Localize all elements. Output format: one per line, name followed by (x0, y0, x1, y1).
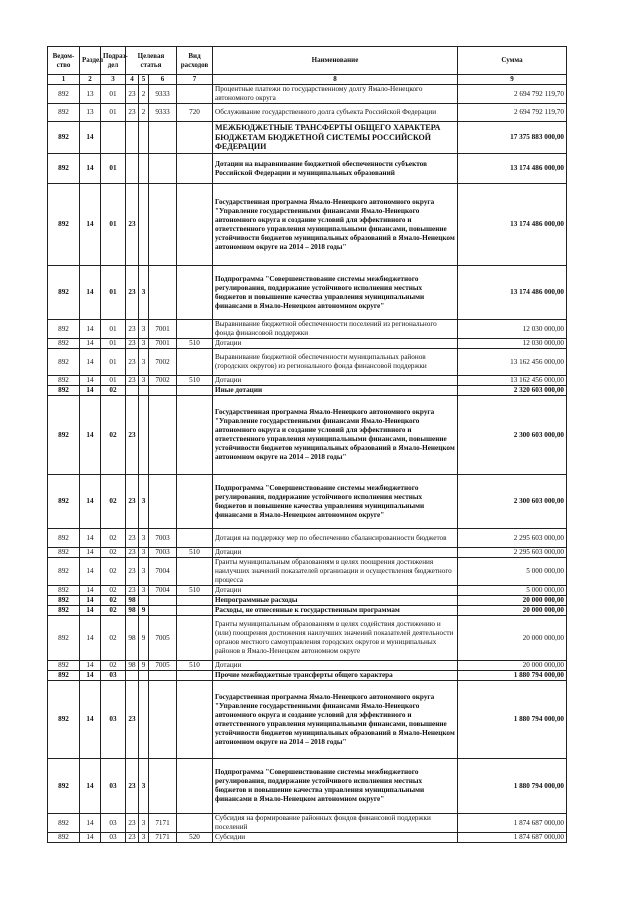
cell-podrazdel (101, 122, 126, 154)
table-row (48, 386, 567, 396)
cell-vid-rashodov (177, 616, 213, 661)
cell-celevaya-program: 23 (126, 104, 139, 122)
cell-name: Расходы, не отнесенные к государственным программам (213, 606, 458, 616)
cell-podrazdel: 01 (101, 184, 126, 266)
cell-celevaya-program: 98 (126, 616, 139, 661)
column-number: 7 (177, 75, 213, 85)
cell-celevaya-direction (149, 606, 177, 616)
cell-celevaya-program: 23 (126, 184, 139, 266)
cell-razdel: 14 (80, 320, 101, 339)
cell-vedomstvo: 892 (48, 122, 80, 154)
cell-celevaya-subprogram (139, 396, 149, 475)
table-row (48, 349, 567, 376)
cell-summa: 13 174 486 000,00 (458, 154, 567, 184)
cell-podrazdel: 02 (101, 586, 126, 596)
cell-razdel: 14 (80, 681, 101, 759)
cell-podrazdel: 01 (101, 154, 126, 184)
cell-celevaya-subprogram: 3 (139, 814, 149, 833)
table-row (48, 320, 567, 339)
cell-vedomstvo: 892 (48, 759, 80, 814)
cell-celevaya-subprogram: 9 (139, 616, 149, 661)
cell-razdel: 14 (80, 616, 101, 661)
table-row (48, 122, 567, 154)
cell-razdel: 14 (80, 759, 101, 814)
column-number: 5 (139, 75, 149, 85)
cell-celevaya-subprogram: 3 (139, 529, 149, 548)
cell-podrazdel: 02 (101, 558, 126, 586)
cell-podrazdel: 03 (101, 759, 126, 814)
cell-razdel: 14 (80, 266, 101, 320)
table-row (48, 154, 567, 184)
cell-name: Дотации (213, 376, 458, 386)
table-row (48, 529, 567, 548)
table-row (48, 759, 567, 814)
cell-podrazdel: 02 (101, 616, 126, 661)
cell-vid-rashodov: 510 (177, 548, 213, 558)
cell-celevaya-subprogram: 3 (139, 349, 149, 376)
cell-vid-rashodov (177, 320, 213, 339)
table-row (48, 85, 567, 104)
cell-summa: 13 174 486 000,00 (458, 266, 567, 320)
cell-summa: 5 000 000,00 (458, 586, 567, 596)
col-header-razdel: Раздел (80, 47, 101, 75)
cell-podrazdel: 03 (101, 814, 126, 833)
cell-name: Иные дотации (213, 386, 458, 396)
cell-celevaya-program: 23 (126, 266, 139, 320)
column-number: 8 (213, 75, 458, 85)
cell-vid-rashodov (177, 85, 213, 104)
cell-celevaya-subprogram (139, 681, 149, 759)
cell-celevaya-program: 23 (126, 475, 139, 529)
cell-summa: 12 030 000,00 (458, 339, 567, 349)
cell-celevaya-subprogram (139, 671, 149, 681)
cell-vid-rashodov: 510 (177, 586, 213, 596)
cell-celevaya-subprogram (139, 184, 149, 266)
table-body (48, 85, 567, 843)
cell-podrazdel: 01 (101, 85, 126, 104)
cell-celevaya-direction: 7002 (149, 349, 177, 376)
cell-razdel: 14 (80, 661, 101, 671)
table-row (48, 396, 567, 475)
cell-celevaya-program: 23 (126, 586, 139, 596)
cell-celevaya-direction: 7004 (149, 558, 177, 586)
cell-celevaya-subprogram: 2 (139, 104, 149, 122)
col-header-summa: Сумма (458, 47, 567, 75)
header-row (48, 47, 567, 75)
cell-celevaya-subprogram: 3 (139, 320, 149, 339)
cell-razdel: 14 (80, 376, 101, 386)
cell-celevaya-direction (149, 122, 177, 154)
column-number: 1 (48, 75, 80, 85)
cell-name: Обслуживание государственного долга субъекта Российской Федерации (213, 104, 458, 122)
cell-celevaya-program: 23 (126, 320, 139, 339)
table-row (48, 681, 567, 759)
table-row (48, 616, 567, 661)
cell-summa: 5 000 000,00 (458, 558, 567, 586)
cell-vid-rashodov (177, 122, 213, 154)
cell-razdel: 14 (80, 548, 101, 558)
cell-name: Подпрограмма "Совершенствование системы межбюджетного регулирования, поддержание устойчивого исполнения местных бюджетов и повышение качества управления муниципальными финансами в Ямало-Ненецком автономном округе" (213, 759, 458, 814)
cell-podrazdel: 01 (101, 376, 126, 386)
cell-vedomstvo: 892 (48, 396, 80, 475)
cell-vedomstvo: 892 (48, 586, 80, 596)
cell-summa: 2 295 603 000,00 (458, 529, 567, 548)
cell-summa: 17 375 883 000,00 (458, 122, 567, 154)
cell-vid-rashodov (177, 681, 213, 759)
cell-celevaya-program: 23 (126, 833, 139, 843)
cell-celevaya-subprogram: 3 (139, 833, 149, 843)
cell-celevaya-subprogram: 2 (139, 85, 149, 104)
table-row (48, 266, 567, 320)
cell-celevaya-program: 23 (126, 558, 139, 586)
cell-podrazdel: 02 (101, 606, 126, 616)
cell-name: Дотация на поддержку мер по обеспечению сбалансированности бюджетов (213, 529, 458, 548)
cell-vedomstvo: 892 (48, 671, 80, 681)
col-header-vid: Вид расходов (177, 47, 213, 75)
cell-vedomstvo: 892 (48, 320, 80, 339)
cell-celevaya-program: 23 (126, 339, 139, 349)
cell-celevaya-direction: 9333 (149, 85, 177, 104)
column-number: 9 (458, 75, 567, 85)
cell-vedomstvo: 892 (48, 475, 80, 529)
cell-name: Дотации (213, 586, 458, 596)
cell-vid-rashodov: 520 (177, 833, 213, 843)
cell-summa: 20 000 000,00 (458, 661, 567, 671)
cell-name: Дотации (213, 339, 458, 349)
cell-name: Процентные платежи по государственному долгу Ямало-Ненецкого автономного округа (213, 85, 458, 104)
cell-summa: 13 174 486 000,00 (458, 184, 567, 266)
cell-summa: 20 000 000,00 (458, 596, 567, 606)
cell-summa: 2 694 792 119,70 (458, 85, 567, 104)
cell-vedomstvo: 892 (48, 376, 80, 386)
table-row (48, 606, 567, 616)
cell-summa: 2 300 603 000,00 (458, 475, 567, 529)
cell-celevaya-subprogram: 3 (139, 558, 149, 586)
cell-podrazdel: 02 (101, 386, 126, 396)
cell-celevaya-program: 23 (126, 396, 139, 475)
cell-name: Субсидия на формирование районных фондов финансовой поддержки поселений (213, 814, 458, 833)
cell-vedomstvo: 892 (48, 814, 80, 833)
cell-vedomstvo: 892 (48, 184, 80, 266)
cell-vedomstvo: 892 (48, 548, 80, 558)
cell-razdel: 14 (80, 833, 101, 843)
cell-summa: 13 162 456 000,00 (458, 349, 567, 376)
column-number-row (48, 75, 567, 85)
cell-podrazdel: 01 (101, 349, 126, 376)
table-row (48, 558, 567, 586)
cell-razdel: 14 (80, 814, 101, 833)
cell-vid-rashodov: 510 (177, 661, 213, 671)
cell-celevaya-program: 98 (126, 606, 139, 616)
cell-razdel: 13 (80, 104, 101, 122)
cell-vid-rashodov (177, 558, 213, 586)
cell-razdel: 14 (80, 122, 101, 154)
cell-name: Дотации (213, 548, 458, 558)
cell-celevaya-subprogram (139, 154, 149, 184)
cell-celevaya-subprogram: 3 (139, 376, 149, 386)
cell-celevaya-program (126, 671, 139, 681)
cell-vid-rashodov (177, 529, 213, 548)
cell-vedomstvo: 892 (48, 596, 80, 606)
cell-podrazdel: 02 (101, 596, 126, 606)
cell-name: Дотации на выравнивание бюджетной обеспеченности субъектов Российской Федерации и муниципальных образований (213, 154, 458, 184)
cell-razdel: 14 (80, 671, 101, 681)
table-row (48, 671, 567, 681)
col-header-name: Наименование (213, 47, 458, 75)
cell-vid-rashodov (177, 266, 213, 320)
cell-celevaya-direction: 7003 (149, 529, 177, 548)
cell-vedomstvo: 892 (48, 661, 80, 671)
cell-celevaya-direction (149, 759, 177, 814)
cell-celevaya-direction: 9333 (149, 104, 177, 122)
cell-summa: 1 880 794 000,00 (458, 671, 567, 681)
cell-celevaya-subprogram: 9 (139, 661, 149, 671)
cell-podrazdel: 02 (101, 661, 126, 671)
cell-celevaya-direction (149, 266, 177, 320)
cell-razdel: 14 (80, 586, 101, 596)
cell-razdel: 14 (80, 386, 101, 396)
column-number: 3 (101, 75, 126, 85)
cell-vedomstvo: 892 (48, 266, 80, 320)
cell-celevaya-direction: 7005 (149, 661, 177, 671)
cell-celevaya-direction (149, 396, 177, 475)
cell-celevaya-program: 98 (126, 596, 139, 606)
cell-celevaya-direction: 7005 (149, 616, 177, 661)
cell-vid-rashodov (177, 759, 213, 814)
cell-name: Государственная программа Ямало-Ненецкого автономного округа "Управление государственными финансами Ямало-Ненецкого автономного округа и создание условий для эффективного и ответственного управления муниципальными финансами, повышение устойчивости бюджетов муниципальных образований в Ямало-Ненецком автономном округе на 2014 – 2018 годы" (213, 184, 458, 266)
cell-celevaya-subprogram (139, 122, 149, 154)
cell-name: Подпрограмма "Совершенствование системы межбюджетного регулирования, поддержание устойчивого исполнения местных бюджетов и повышение качества управления муниципальными финансами в Ямало-Ненецком автономном округе" (213, 266, 458, 320)
cell-razdel: 14 (80, 339, 101, 349)
cell-name: Выравнивание бюджетной обеспеченности муниципальных районов (городских округов) из регионального фонда финансовой поддержки (213, 349, 458, 376)
budget-table-page (47, 46, 566, 843)
table-row (48, 586, 567, 596)
cell-vedomstvo: 892 (48, 339, 80, 349)
cell-podrazdel: 01 (101, 320, 126, 339)
cell-celevaya-direction: 7003 (149, 548, 177, 558)
cell-summa: 2 320 603 000,00 (458, 386, 567, 396)
cell-celevaya-direction (149, 154, 177, 184)
cell-celevaya-subprogram: 3 (139, 339, 149, 349)
cell-name: Государственная программа Ямало-Ненецкого автономного округа "Управление государственными финансами Ямало-Ненецкого автономного округа и создание условий для эффективного и ответственного управления муниципальными финансами, повышение устойчивости бюджетов муниципальных образований в Ямало-Ненецком автономном округе на 2014 – 2018 годы" (213, 396, 458, 475)
cell-summa: 1 874 687 000,00 (458, 833, 567, 843)
cell-celevaya-direction (149, 671, 177, 681)
cell-podrazdel: 01 (101, 266, 126, 320)
cell-vid-rashodov (177, 154, 213, 184)
cell-vid-rashodov: 510 (177, 376, 213, 386)
cell-celevaya-subprogram: 3 (139, 548, 149, 558)
cell-vedomstvo: 892 (48, 154, 80, 184)
table-row (48, 376, 567, 386)
cell-podrazdel: 02 (101, 475, 126, 529)
table-row (48, 475, 567, 529)
table-row (48, 661, 567, 671)
cell-celevaya-direction: 7004 (149, 586, 177, 596)
cell-vid-rashodov (177, 349, 213, 376)
cell-celevaya-direction (149, 386, 177, 396)
cell-celevaya-program: 23 (126, 548, 139, 558)
cell-summa: 2 295 603 000,00 (458, 548, 567, 558)
col-header-celevaya: Целевая статья (126, 47, 177, 75)
cell-celevaya-subprogram (139, 386, 149, 396)
cell-celevaya-program: 23 (126, 759, 139, 814)
table-row (48, 339, 567, 349)
cell-celevaya-subprogram (139, 596, 149, 606)
cell-podrazdel: 02 (101, 548, 126, 558)
cell-vid-rashodov (177, 396, 213, 475)
cell-summa: 20 000 000,00 (458, 616, 567, 661)
budget-table (47, 46, 567, 843)
cell-name: Гранты муниципальным образованиям в целях содействия достижению и (или) поощрения достижения наилучших значений показателей деятельности органов местного самоуправления городских округов и муниципальных районов в Ямало-Ненецком автономном округе (213, 616, 458, 661)
cell-vedomstvo: 892 (48, 616, 80, 661)
cell-summa: 2 300 603 000,00 (458, 396, 567, 475)
cell-podrazdel: 03 (101, 681, 126, 759)
cell-celevaya-program: 23 (126, 85, 139, 104)
cell-celevaya-direction: 7171 (149, 833, 177, 843)
column-number: 2 (80, 75, 101, 85)
cell-celevaya-subprogram: 3 (139, 475, 149, 529)
cell-name: Прочие межбюджетные трансферты общего характера (213, 671, 458, 681)
cell-name: Подпрограмма "Совершенствование системы межбюджетного регулирования, поддержание устойчивого исполнения местных бюджетов и повышение качества управления муниципальными финансами в Ямало-Ненецком автономном округе" (213, 475, 458, 529)
cell-razdel: 14 (80, 349, 101, 376)
col-header-vedomstvo: Ведом-ство (48, 47, 80, 75)
cell-razdel: 14 (80, 184, 101, 266)
cell-vedomstvo: 892 (48, 681, 80, 759)
cell-celevaya-program: 23 (126, 376, 139, 386)
cell-vedomstvo: 892 (48, 386, 80, 396)
cell-celevaya-direction: 7001 (149, 339, 177, 349)
cell-celevaya-direction: 7001 (149, 320, 177, 339)
cell-celevaya-program (126, 386, 139, 396)
column-number: 4 (126, 75, 139, 85)
cell-name: Государственная программа Ямало-Ненецкого автономного округа "Управление государственными финансами Ямало-Ненецкого автономного округа и создание условий для эффективного и ответственного управления муниципальными финансами, повышение устойчивости бюджетов муниципальных образований в Ямало-Ненецком автономном округе на 2014 – 2018 годы" (213, 681, 458, 759)
table-row (48, 104, 567, 122)
cell-celevaya-program: 23 (126, 349, 139, 376)
cell-celevaya-program: 23 (126, 681, 139, 759)
cell-celevaya-subprogram: 3 (139, 759, 149, 814)
cell-name: МЕЖБЮДЖЕТНЫЕ ТРАНСФЕРТЫ ОБЩЕГО ХАРАКТЕРА БЮДЖЕТАМ БЮДЖЕТНОЙ СИСТЕМЫ РОССИЙСКОЙ ФЕДЕРАЦИИ (213, 122, 458, 154)
cell-vedomstvo: 892 (48, 529, 80, 548)
cell-celevaya-subprogram: 3 (139, 266, 149, 320)
cell-summa: 1 874 687 000,00 (458, 814, 567, 833)
cell-celevaya-program: 23 (126, 529, 139, 548)
col-header-podrazdel: Подраз-дел (101, 47, 126, 75)
cell-summa: 20 000 000,00 (458, 606, 567, 616)
cell-vedomstvo: 892 (48, 833, 80, 843)
cell-razdel: 14 (80, 396, 101, 475)
cell-razdel: 14 (80, 529, 101, 548)
cell-podrazdel: 02 (101, 529, 126, 548)
cell-name: Гранты муниципальным образованиям в целях поощрения достижения наилучших значений показателей организации и осуществления бюджетного процесса (213, 558, 458, 586)
cell-summa: 1 880 794 000,00 (458, 681, 567, 759)
table-row (48, 833, 567, 843)
cell-vedomstvo: 892 (48, 104, 80, 122)
table-row (48, 814, 567, 833)
cell-podrazdel: 01 (101, 104, 126, 122)
cell-celevaya-direction (149, 596, 177, 606)
cell-celevaya-direction (149, 184, 177, 266)
cell-celevaya-subprogram: 3 (139, 586, 149, 596)
cell-vid-rashodov (177, 475, 213, 529)
cell-celevaya-direction: 7171 (149, 814, 177, 833)
cell-razdel: 14 (80, 606, 101, 616)
cell-name: Непрограммные расходы (213, 596, 458, 606)
cell-vedomstvo: 892 (48, 558, 80, 586)
cell-vedomstvo: 892 (48, 606, 80, 616)
cell-podrazdel: 02 (101, 396, 126, 475)
cell-vid-rashodov: 720 (177, 104, 213, 122)
cell-vid-rashodov (177, 606, 213, 616)
cell-razdel: 14 (80, 558, 101, 586)
cell-podrazdel: 03 (101, 833, 126, 843)
cell-razdel: 14 (80, 475, 101, 529)
cell-summa: 1 880 794 000,00 (458, 759, 567, 814)
cell-celevaya-program: 23 (126, 814, 139, 833)
cell-razdel: 14 (80, 596, 101, 606)
cell-celevaya-program (126, 154, 139, 184)
cell-vid-rashodov (177, 386, 213, 396)
cell-celevaya-program (126, 122, 139, 154)
cell-razdel: 13 (80, 85, 101, 104)
cell-celevaya-direction (149, 475, 177, 529)
cell-vid-rashodov (177, 184, 213, 266)
cell-celevaya-program: 98 (126, 661, 139, 671)
cell-celevaya-direction: 7002 (149, 376, 177, 386)
column-number: 6 (149, 75, 177, 85)
cell-name: Субсидии (213, 833, 458, 843)
cell-summa: 2 694 792 119,70 (458, 104, 567, 122)
cell-vid-rashodov (177, 671, 213, 681)
cell-celevaya-subprogram: 9 (139, 606, 149, 616)
table-row (48, 184, 567, 266)
cell-name: Выравнивание бюджетной обеспеченности поселений из регионального фонда финансовой поддержки (213, 320, 458, 339)
cell-vid-rashodov (177, 814, 213, 833)
cell-summa: 12 030 000,00 (458, 320, 567, 339)
cell-celevaya-direction (149, 681, 177, 759)
cell-podrazdel: 01 (101, 339, 126, 349)
table-row (48, 548, 567, 558)
cell-vedomstvo: 892 (48, 85, 80, 104)
cell-name: Дотации (213, 661, 458, 671)
table-row (48, 596, 567, 606)
cell-podrazdel: 03 (101, 671, 126, 681)
cell-summa: 13 162 456 000,00 (458, 376, 567, 386)
cell-vid-rashodov: 510 (177, 339, 213, 349)
cell-vedomstvo: 892 (48, 349, 80, 376)
cell-razdel: 14 (80, 154, 101, 184)
cell-vid-rashodov (177, 596, 213, 606)
